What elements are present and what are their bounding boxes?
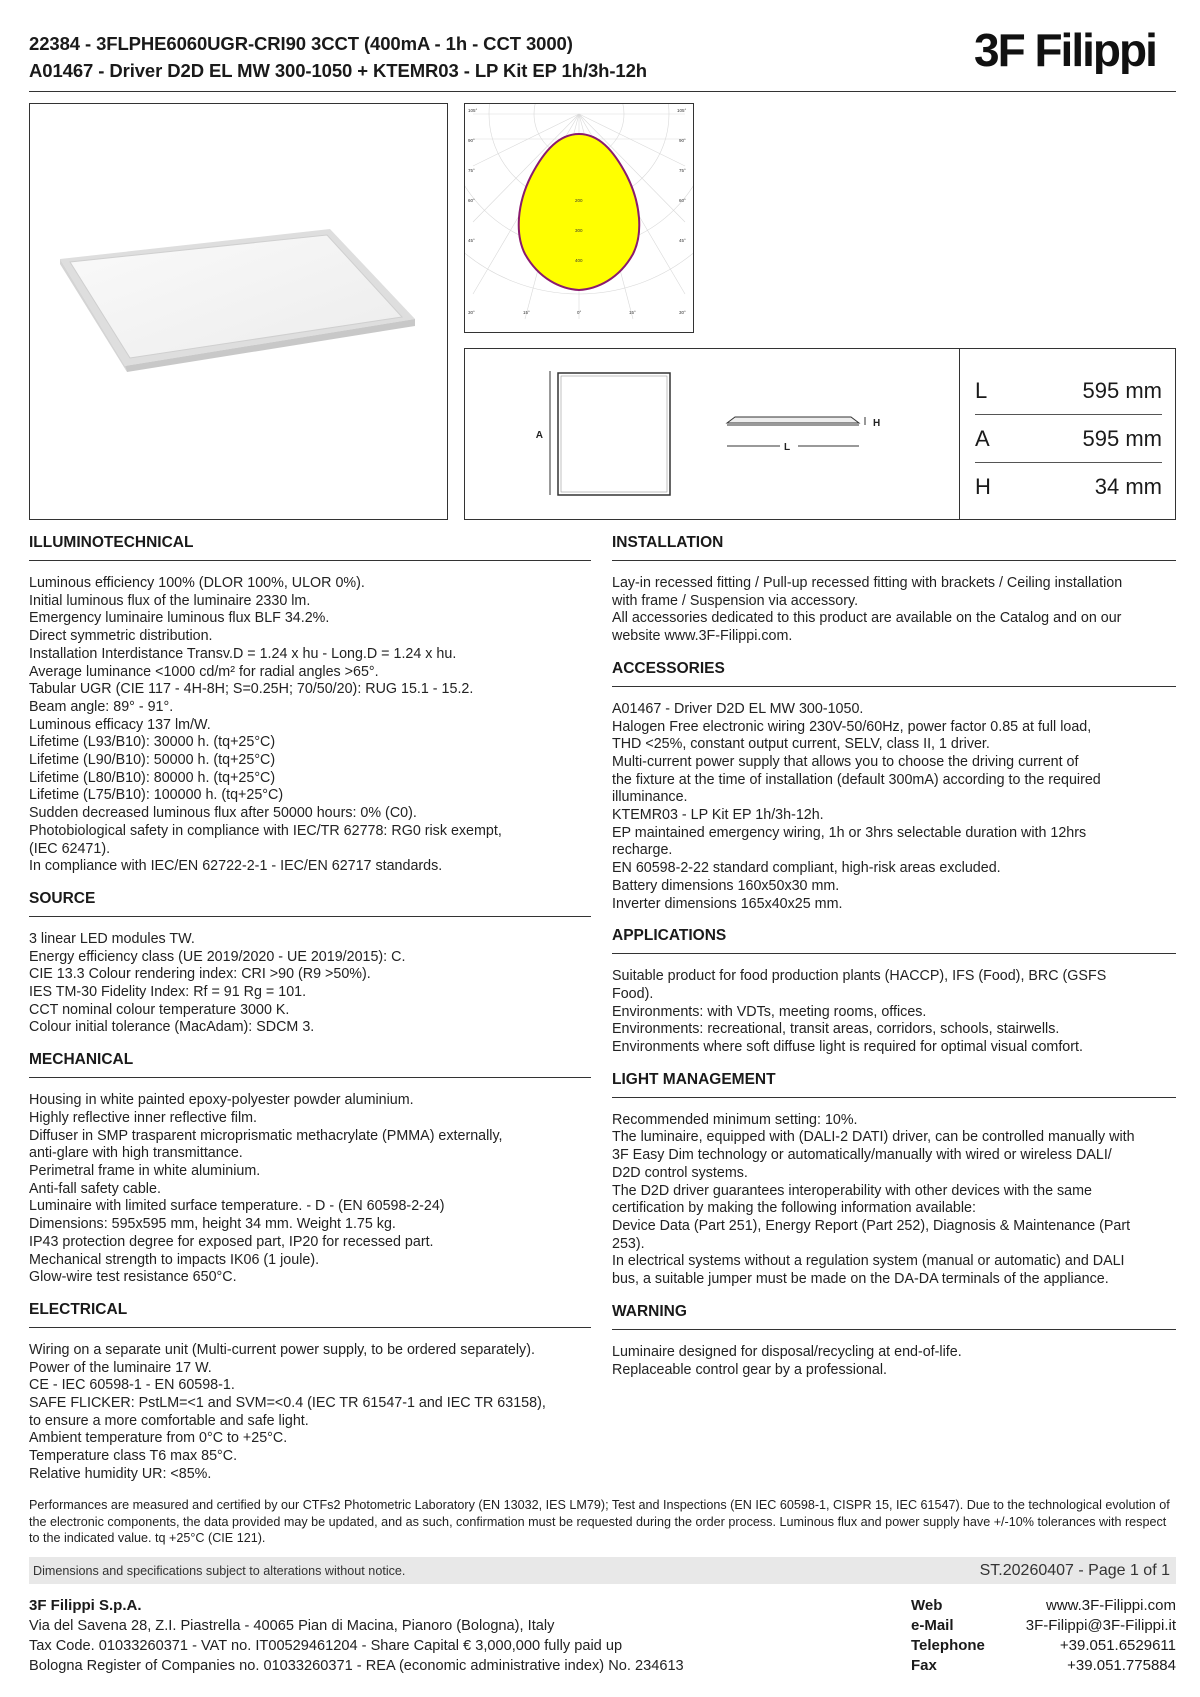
performance-note: Performances are measured and certified by our CTFs2 Photometric Laboratory (EN 13032, IES LM79); Test and Inspections (EN IEC 60598-1, CISPR 15, IEC 61547). Due to the technological evolution of the electronic components, the data provided may be updated, and as such, confirmation must be requested during the order process. Luminous flux and power supply have +/-10% tolerances with respect to the indicated value. tq +25°C (CIE 121). [29, 1498, 1170, 1545]
section-heading: APPLICATIONS [612, 923, 1176, 954]
spec-line: anti-glare with high transmittance. [29, 1145, 243, 1162]
spec-line: Photobiological safety in compliance with IEC/TR 62778: RG0 risk exempt, [29, 822, 502, 839]
spec-line: Tabular UGR (CIE 117 - 4H-8H; S=0.25H; 70/50/20): RUG 15.1 - 15.2. [29, 681, 474, 698]
dim-value: 595 mm [1082, 377, 1162, 403]
angle-label: 15° [523, 310, 530, 315]
spec-line: certification by making the following information available: [612, 1200, 976, 1217]
email-link[interactable]: 3F-Filippi@3F-Filippi.it [1025, 1617, 1176, 1634]
spec-section [29, 1297, 591, 1484]
spec-section [612, 1067, 1176, 1289]
spec-line: Lifetime (L75/B10): 100000 h. (tq+25°C) [29, 787, 284, 804]
spec-line: IES TM-30 Fidelity Index: Rf = 91 Rg = 101. [29, 984, 307, 1001]
spec-line: website www.3F-Filippi.com. [612, 628, 793, 645]
section-body [612, 968, 1176, 1057]
spec-line: Environments: with VDTs, meeting rooms, offices. [612, 1003, 927, 1020]
spec-line: bus, a suitable jumper must be made on the DA-DA terminals of the appliance. [612, 1271, 1109, 1288]
svg-text:3F Filippi: 3F Filippi [974, 24, 1156, 74]
contact-email [911, 1616, 1176, 1636]
spec-column-left [29, 530, 591, 1494]
spec-line: recharge. [612, 842, 673, 859]
section-body [29, 1092, 591, 1287]
section-body [612, 1344, 1176, 1379]
spec-section [29, 530, 591, 876]
spec-line: Food). [612, 985, 654, 1002]
spec-line: Colour initial tolerance (MacAdam): SDCM 3. [29, 1019, 315, 1036]
angle-label: 45° [468, 238, 475, 243]
section-heading: WARNING [612, 1299, 1176, 1330]
alteration-notice: Dimensions and specifications subject to alterations without notice. [33, 1563, 406, 1578]
spec-line: Environments: recreational, transit areas, corridors, schools, stairwells. [612, 1021, 1060, 1038]
angle-label: 90° [468, 138, 475, 143]
dim-row-width [975, 415, 1162, 463]
web-link[interactable]: www.3F-Filippi.com [1045, 1597, 1176, 1614]
section-body [612, 1112, 1176, 1289]
dimensions-table [975, 367, 1162, 511]
product-photo [29, 103, 448, 520]
spec-line: Luminaire with limited surface temperature. - D - (EN 60598-2-24) [29, 1198, 445, 1215]
section-body [612, 575, 1176, 646]
contact-web [911, 1596, 1176, 1616]
spec-line: (IEC 62471). [29, 840, 111, 857]
spec-line: EP maintained emergency wiring, 1h or 3hrs selectable duration with 12hrs [612, 824, 1087, 841]
spec-line: illuminance. [612, 789, 688, 806]
angle-label: 75° [468, 168, 475, 173]
brand-logo [974, 24, 1176, 84]
spec-line: Replaceable control gear by a professional. [612, 1361, 887, 1378]
contact-key: e-Mail [911, 1617, 954, 1634]
spec-line: D2D control systems. [612, 1164, 748, 1181]
dim-label-l: L [783, 442, 791, 453]
fax-value: +39.051.775884 [1067, 1657, 1176, 1674]
dim-row-height [975, 463, 1162, 511]
spec-line: Energy efficiency class (UE 2019/2020 - UE 2019/2015): C. [29, 948, 406, 965]
section-heading: LIGHT MANAGEMENT [612, 1067, 1176, 1098]
company-tax-line: Tax Code. 01033260371 - VAT no. IT00529461204 - Share Capital € 3,000,000 fully paid up [29, 1638, 623, 1654]
spec-line: with frame / Suspension via accessory. [612, 592, 859, 609]
spec-line: Battery dimensions 160x50x30 mm. [612, 877, 840, 894]
dim-key: H [975, 474, 991, 499]
dim-value: 595 mm [1082, 425, 1162, 451]
spec-line: Ambient temperature from 0°C to +25°C. [29, 1430, 288, 1447]
spec-line: Highly reflective inner reflective film. [29, 1109, 258, 1126]
spec-line: Wiring on a separate unit (Multi-current power supply, to be ordered separately). [29, 1341, 535, 1358]
dim-key: A [975, 425, 990, 451]
spec-line: 3 linear LED modules TW. [29, 930, 195, 947]
spec-line: Lifetime (L93/B10): 30000 h. (tq+25°C) [29, 734, 276, 751]
page-footer [29, 1596, 1176, 1676]
notice-bar [29, 1557, 1176, 1584]
section-heading: MECHANICAL [29, 1047, 591, 1078]
spec-line: Lifetime (L90/B10): 50000 h. (tq+25°C) [29, 752, 276, 769]
spec-line: CIE 13.3 Colour rendering index: CRI >90 (R9 >50%). [29, 966, 371, 983]
dim-label-a: A [535, 430, 543, 441]
angle-label: 30° [679, 310, 686, 315]
spec-line: In compliance with IEC/EN 62722-2-1 - IEC/EN 62717 standards. [29, 858, 443, 875]
spec-line: the fixture at the time of installation (default 300mA) according to the required [612, 771, 1101, 788]
section-body [29, 1342, 591, 1484]
spec-line: Emergency luminaire luminous flux BLF 34.2%. [29, 610, 330, 627]
document-code-page: ST.20260407 - Page 1 of 1 [979, 1561, 1170, 1579]
product-title-line-2: A01467 - Driver D2D EL MW 300-1050 + KTEMR03 - LP Kit EP 1h/3h-12h [29, 60, 648, 81]
spec-column-right [612, 530, 1176, 1389]
spec-line: 253). [612, 1235, 645, 1252]
section-body [29, 931, 591, 1037]
spec-line: to ensure a more comfortable and safe light. [29, 1412, 309, 1429]
angle-label: 90° [679, 138, 686, 143]
spec-line: Luminous efficacy 137 lm/W. [29, 716, 211, 733]
contact-key: Telephone [911, 1637, 985, 1654]
spec-line: IP43 protection degree for exposed part, IP20 for recessed part. [29, 1233, 434, 1250]
spec-line: All accessories dedicated to this product are available on the Catalog and on our [612, 610, 1122, 627]
angle-label: 105° [468, 108, 478, 113]
section-heading: ACCESSORIES [612, 656, 1176, 687]
spec-line: Power of the luminaire 17 W. [29, 1359, 212, 1376]
spec-line: Halogen Free electronic wiring 230V-50/60Hz, power factor 0.85 at full load, [612, 718, 1092, 735]
angle-label: 30° [468, 310, 475, 315]
spec-line: 3F Easy Dim technology or automatically/manually with wired or wireless DALI/ [612, 1147, 1112, 1164]
spec-line: Sudden decreased luminous flux after 50000 hours: 0% (C0). [29, 805, 417, 822]
angle-label: 15° [629, 310, 636, 315]
dim-label-h: H [873, 418, 881, 429]
spec-section [612, 1299, 1176, 1379]
spec-line: In electrical systems without a regulation system (manual or automatic) and DALI [612, 1253, 1125, 1270]
dim-value: 34 mm [1094, 474, 1162, 499]
angle-label: 75° [679, 168, 686, 173]
spec-line: SAFE FLICKER: PstLM=<1 and SVM=<0.4 (IEC TR 61547-1 and IEC TR 63158), [29, 1395, 546, 1412]
section-body [29, 575, 591, 876]
spec-line: Lifetime (L80/B10): 80000 h. (tq+25°C) [29, 769, 276, 786]
spec-line: Installation Interdistance Transv.D = 1.24 x hu - Long.D = 1.24 x hu. [29, 645, 457, 662]
dim-key: L [975, 377, 988, 403]
spec-line: Device Data (Part 251), Energy Report (Part 252), Diagnosis & Maintenance (Part [612, 1217, 1131, 1234]
spec-line: Diffuser in SMP trasparent microprismatic methacrylate (PMMA) externally, [29, 1127, 503, 1144]
telephone-value: +39.051.6529611 [1059, 1637, 1176, 1654]
spec-line: Multi-current power supply that allows you to choose the driving current of [612, 753, 1079, 770]
spec-section [612, 656, 1176, 913]
section-heading: ELECTRICAL [29, 1297, 591, 1328]
spec-line: Lay-in recessed fitting / Pull-up recessed fitting with brackets / Ceiling installation [612, 575, 1123, 591]
angle-label: 60° [468, 198, 475, 203]
spec-line: Anti-fall safety cable. [29, 1180, 161, 1197]
product-title-line-1: 22384 - 3FLPHE6060UGR-CRI90 3CCT (400mA - 1h - CCT 3000) [29, 33, 573, 54]
dimension-drawing [465, 349, 960, 519]
spec-line: Beam angle: 89° - 91°. [29, 698, 174, 715]
contact-key: Web [911, 1597, 943, 1614]
contact-fax [911, 1656, 1176, 1676]
page-header [29, 24, 1176, 92]
spec-line: CE - IEC 60598-1 - EN 60598-1. [29, 1377, 235, 1394]
contact-telephone [911, 1636, 1176, 1656]
spec-line: Mechanical strength to impacts IK06 (1 joule). [29, 1251, 320, 1268]
spec-line: CCT nominal colour temperature 3000 K. [29, 1001, 290, 1018]
section-heading: INSTALLATION [612, 530, 1176, 561]
spec-section [29, 1047, 591, 1287]
company-address-line: Via del Savena 28, Z.I. Piastrella - 40065 Pian di Macina, Pianoro (Bologna), Italy [29, 1618, 555, 1634]
spec-line: Direct symmetric distribution. [29, 628, 213, 645]
spec-line: Luminous efficiency 100% (DLOR 100%, ULOR 0%). [29, 575, 365, 591]
spec-line: Temperature class T6 max 85°C. [29, 1448, 238, 1465]
spec-line: Luminaire designed for disposal/recycling at end-of-life. [612, 1343, 962, 1360]
spec-line: Relative humidity UR: <85%. [29, 1465, 212, 1482]
spec-line: Initial luminous flux of the luminaire 2330 lm. [29, 592, 311, 609]
section-heading: ILLUMINOTECHNICAL [29, 530, 591, 561]
section-body [612, 701, 1176, 913]
spec-line: Perimetral frame in white aluminium. [29, 1162, 261, 1179]
contact-list [911, 1596, 1176, 1676]
spec-section [612, 923, 1176, 1057]
spec-line: Suitable product for food production plants (HACCP), IFS (Food), BRC (GSFS [612, 968, 1107, 985]
contact-key: Fax [911, 1657, 937, 1674]
angle-label: 105° [677, 108, 687, 113]
spec-section [612, 530, 1176, 646]
company-name: 3F Filippi S.p.A. [29, 1597, 142, 1614]
radial-label: 300 [575, 228, 583, 233]
dim-row-length [975, 367, 1162, 415]
spec-section [29, 886, 591, 1037]
radial-label: 200 [575, 198, 583, 203]
spec-line: Inverter dimensions 165x40x25 mm. [612, 895, 843, 912]
spec-line: Average luminance <1000 cd/m² for radial angles >65°. [29, 663, 379, 680]
spec-line: EN 60598-2-22 standard compliant, high-risk areas excluded. [612, 860, 1001, 877]
spec-line: The luminaire, equipped with (DALI-2 DATI) driver, can be controlled manually with [612, 1129, 1135, 1146]
angle-label: 0° [577, 310, 582, 315]
dimensions-panel [464, 348, 1176, 520]
angle-label: 60° [679, 198, 686, 203]
radial-label: 400 [575, 258, 583, 263]
spec-line: Environments where soft diffuse light is required for optimal visual comfort. [612, 1039, 1083, 1056]
spec-line: Dimensions: 595x595 mm, height 34 mm. Weight 1.75 kg. [29, 1216, 396, 1233]
company-register-line: Bologna Register of Companies no. 01033260371 - REA (economic administrative index) No. 234613 [29, 1658, 684, 1674]
angle-label: 45° [679, 238, 686, 243]
spec-line: Housing in white painted epoxy-polyester powder aluminium. [29, 1092, 414, 1109]
spec-line: Glow-wire test resistance 650°C. [29, 1269, 237, 1286]
photometric-polar-diagram [464, 103, 694, 333]
spec-line: A01467 - Driver D2D EL MW 300-1050. [612, 700, 864, 717]
spec-line: The D2D driver guarantees interoperability with other devices with the same [612, 1182, 1092, 1199]
spec-line: Recommended minimum setting: 10%. [612, 1111, 858, 1128]
luminous-intensity-curve [519, 134, 640, 290]
spec-line: KTEMR03 - LP Kit EP 1h/3h-12h. [612, 807, 824, 824]
spec-line: THD <25%, constant output current, SELV, class II, 1 driver. [612, 736, 990, 753]
section-heading: SOURCE [29, 886, 591, 917]
